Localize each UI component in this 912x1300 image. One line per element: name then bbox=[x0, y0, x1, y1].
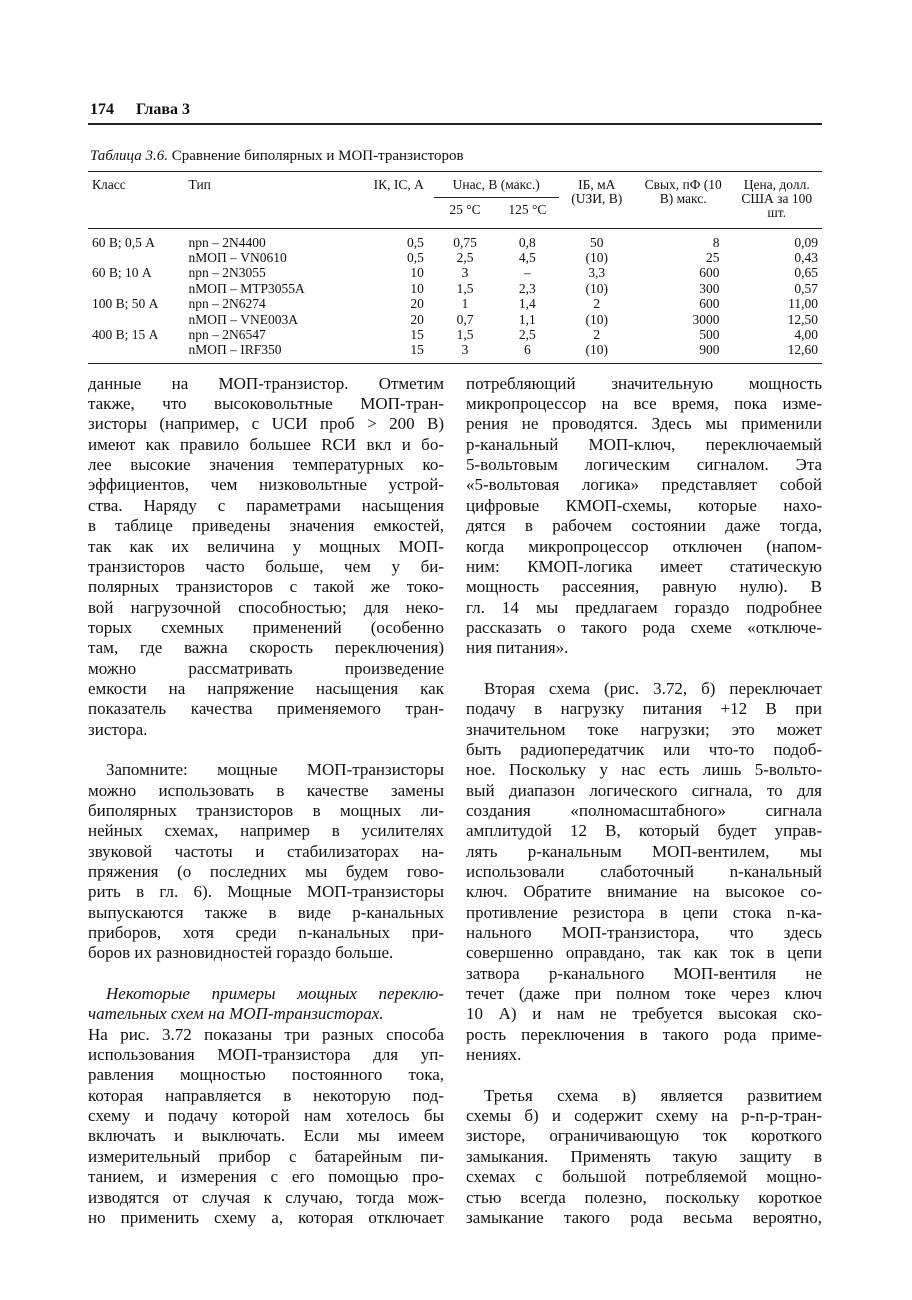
cell-usat-125: 6 bbox=[523, 342, 531, 358]
th-price: Цена, долл. США за 100 шт. bbox=[741, 176, 813, 220]
cell-ib: (10) bbox=[585, 342, 608, 358]
text-line: боров их разновидностей гораздо больше. bbox=[88, 943, 394, 963]
table-caption-text: Сравнение биполярных и МОП-транзисторов bbox=[171, 147, 464, 164]
text-line: полярных транзисторов с такой же токо- bbox=[88, 577, 444, 597]
th-type: Тип bbox=[188, 176, 211, 192]
text-line: стью всегда полезно, поскольку короткое bbox=[466, 1187, 822, 1207]
text-line: Запомните: мощные МОП-транзисторы bbox=[106, 760, 444, 780]
cell-usat-25: 1,5 bbox=[456, 326, 474, 342]
cell-type: nМОП – IRF350 bbox=[188, 342, 282, 358]
text-line: выпускаются также в виде р-канальных bbox=[88, 902, 444, 922]
cell-current: 10 bbox=[410, 280, 424, 296]
table-row bbox=[88, 235, 822, 250]
text-line: но применить схему а, которая отключает bbox=[88, 1207, 444, 1227]
cell-usat-125: – bbox=[523, 265, 531, 281]
chapter-title: Глава 3 bbox=[136, 101, 190, 118]
cell-usat-125: 2,3 bbox=[518, 280, 536, 296]
cell-current: 0,5 bbox=[407, 249, 424, 265]
text-line: микропроцессор на все время, пока изме- bbox=[466, 394, 822, 414]
cell-class bbox=[88, 342, 187, 357]
th-ib: IБ, мА (UЗИ, В) bbox=[571, 176, 623, 206]
cell-class: 60 В; 10 А bbox=[92, 265, 152, 281]
text-line: которая направляется в некоторую под- bbox=[88, 1085, 444, 1105]
cell-cout: 300 bbox=[699, 280, 720, 296]
cell-cout: 600 bbox=[699, 296, 720, 312]
text-line: приборов, хотя среди n-канальных при- bbox=[88, 923, 444, 943]
cell-price: 0,57 bbox=[794, 280, 818, 296]
table-row bbox=[88, 342, 822, 357]
cell-usat-25: 2,5 bbox=[456, 249, 474, 265]
text-line: зистора. bbox=[88, 719, 148, 739]
text-line: включать и выключать. Если мы имеем bbox=[88, 1126, 444, 1146]
text-line: можно использовать в качестве замены bbox=[88, 780, 444, 800]
text-line: ключ. Обратите внимание на высокое со- bbox=[466, 882, 822, 902]
th-cout: Cвых, пФ (10 В) макс. bbox=[644, 176, 722, 206]
cell-class: 100 В; 50 А bbox=[92, 296, 159, 312]
text-line: замыкания. Применять такую защиту в bbox=[466, 1146, 822, 1166]
table-row bbox=[88, 281, 822, 296]
cell-price: 11,00 bbox=[788, 296, 818, 312]
text-line: емкости на напряжение насыщения как bbox=[88, 678, 444, 698]
text-line: чательных схем на МОП-транзисторах. bbox=[88, 1004, 384, 1024]
text-line: также, что высоковольтные МОП-тран- bbox=[88, 394, 444, 414]
cell-usat-125: 4,5 bbox=[518, 249, 536, 265]
text-line: транзисторов часто больше, чем у би- bbox=[88, 556, 444, 576]
cell-class: 60 В; 0,5 А bbox=[92, 234, 156, 250]
text-line: течет (даже при полном токе через ключ bbox=[466, 984, 822, 1004]
text-line: изводятся от случая к случаю, тогда мож- bbox=[88, 1187, 444, 1207]
cell-type: npn – 2N3055 bbox=[188, 265, 266, 281]
cell-usat-25: 0,7 bbox=[456, 311, 474, 327]
book-page bbox=[88, 0, 822, 1228]
running-header bbox=[88, 100, 822, 120]
cell-usat-125: 0,8 bbox=[518, 234, 536, 250]
cell-type: nМОП – VNE003A bbox=[188, 311, 299, 327]
text-line: нейных схемах, например в усилителях bbox=[88, 821, 444, 841]
cell-type: npn – 2N4400 bbox=[188, 234, 266, 250]
text-line: замыкание такого рода весьма вероятно, bbox=[466, 1207, 822, 1227]
cell-price: 4,00 bbox=[794, 326, 818, 342]
cell-ib: 2 bbox=[593, 326, 601, 342]
text-line: рения не проводятся. Здесь мы применили bbox=[466, 414, 822, 434]
text-line: цифровые КМОП-схемы, которые нахо- bbox=[466, 495, 822, 515]
page-number: 174 bbox=[90, 101, 114, 118]
table-row bbox=[88, 265, 822, 280]
text-line: совершенно оправдано, так как ток в цепи bbox=[466, 943, 822, 963]
text-line: р-канальный МОП-ключ, переключаемый bbox=[466, 434, 822, 454]
cell-cout: 3000 bbox=[692, 311, 720, 327]
paragraph-gap bbox=[466, 1065, 822, 1085]
text-line: ния питания». bbox=[466, 638, 569, 658]
text-line: торых схемных применений (особенно bbox=[88, 617, 444, 637]
text-line: можно рассматривать произведение bbox=[88, 658, 444, 678]
text-line: так как их величина у мощных МОП- bbox=[88, 536, 444, 556]
text-line: «5-вольтовая логика» представляет собой bbox=[466, 475, 822, 495]
cell-ib: 3,3 bbox=[588, 265, 606, 281]
cell-usat-25: 1 bbox=[461, 296, 469, 312]
cell-type: npn – 2N6274 bbox=[188, 296, 266, 312]
cell-usat-25: 3 bbox=[461, 342, 469, 358]
cell-usat-25: 1,5 bbox=[456, 280, 474, 296]
cell-price: 12,60 bbox=[787, 342, 818, 358]
cell-cout: 600 bbox=[699, 265, 720, 281]
cell-ib: 50 bbox=[589, 234, 604, 250]
right-text-column bbox=[466, 374, 822, 1228]
text-line: мощность рассеяния, равную нулю). В bbox=[466, 577, 822, 597]
table-row bbox=[88, 296, 822, 311]
cell-ib: (10) bbox=[585, 280, 608, 296]
text-columns bbox=[88, 374, 822, 1228]
table-row bbox=[88, 312, 822, 327]
text-line: 5-вольтовым логическим сигналом. Эта bbox=[466, 455, 822, 475]
text-line: амплитудой 12 В, который будет управ- bbox=[466, 821, 822, 841]
cell-class: 400 В; 15 А bbox=[92, 326, 159, 342]
cell-current: 15 bbox=[410, 342, 424, 358]
text-line: потребляющий значительную мощность bbox=[466, 373, 822, 393]
text-line: быть радиопередатчик или что-то подоб- bbox=[466, 739, 822, 759]
text-line: измерительный прибор с батарейным пи- bbox=[88, 1146, 444, 1166]
cell-usat-125: 1,1 bbox=[518, 311, 536, 327]
left-text-column bbox=[88, 374, 444, 1228]
text-line: танием, и измерения с его помощью про- bbox=[88, 1167, 444, 1187]
th-125c: 125 °C bbox=[508, 201, 547, 217]
text-line: звуковой частоты и стабилизаторах на- bbox=[88, 841, 444, 861]
cell-class bbox=[88, 312, 187, 327]
text-line: ним: КМОП-логика имеет статическую bbox=[466, 556, 822, 576]
cell-type: npn – 2N6547 bbox=[188, 326, 266, 342]
text-line: нального МОП-транзистора, что здесь bbox=[466, 923, 822, 943]
cell-usat-125: 1,4 bbox=[518, 296, 536, 312]
cell-cout: 500 bbox=[699, 326, 720, 342]
text-line: гл. 14 мы предлагаем гораздо подробнее bbox=[466, 597, 822, 617]
text-line: рость переключения в такого рода приме- bbox=[466, 1024, 822, 1044]
text-line: показатель качества применяемого тран- bbox=[88, 699, 444, 719]
text-line: зисторы (например, с UСИ проб > 200 В) bbox=[88, 414, 444, 434]
cell-type: nМОП – MTP3055A bbox=[188, 280, 305, 296]
cell-ib: (10) bbox=[585, 249, 608, 265]
cell-usat-125: 2,5 bbox=[518, 326, 536, 342]
text-line: рить в гл. 6). Мощные МОП-транзисторы bbox=[88, 882, 444, 902]
text-line: схему и подачу которой нам хотелось бы bbox=[88, 1106, 444, 1126]
cell-current: 20 bbox=[410, 311, 424, 327]
text-line: создания «полномасштабного» сигнала bbox=[466, 800, 822, 820]
text-line: использовали слаботочный n-канальный bbox=[466, 862, 822, 881]
text-line: дятся в рабочем состоянии даже тогда, bbox=[466, 516, 822, 536]
cell-current: 20 bbox=[410, 296, 424, 312]
table-caption-label: Таблица 3.6. bbox=[90, 147, 168, 164]
paragraph-gap bbox=[466, 659, 822, 679]
cell-price: 0,09 bbox=[794, 234, 818, 250]
th-usat: Uнас, В (макс.) bbox=[434, 178, 559, 198]
paragraph-gap bbox=[88, 964, 444, 984]
text-line: подачу в нагрузку питания +12 В при bbox=[466, 699, 822, 719]
text-line: затвора р-канального МОП-вентиля не bbox=[466, 963, 822, 983]
text-line: равления мощностью постоянного тока, bbox=[88, 1065, 444, 1085]
text-line: схемах с большой потребляемой мощно- bbox=[466, 1167, 822, 1187]
cell-type: nМОП – VN0610 bbox=[188, 249, 287, 265]
text-line: Вторая схема (рис. 3.72, б) переключает bbox=[484, 678, 822, 698]
text-line: биполярных транзисторов в мощных ли- bbox=[88, 800, 444, 820]
cell-cout: 8 bbox=[712, 234, 720, 250]
table-body bbox=[88, 235, 822, 358]
cell-current: 0,5 bbox=[407, 234, 424, 250]
cell-price: 0,65 bbox=[794, 265, 818, 281]
cell-class bbox=[88, 250, 187, 265]
text-line: ства. Наряду с параметрами насыщения bbox=[88, 495, 444, 515]
text-line: там, где важна скорость переключения) bbox=[88, 638, 444, 658]
text-line: ное. Поскольку у нас есть лишь 5-вольто- bbox=[466, 760, 822, 780]
text-line: схемы б) и содержит схему на р-n-р-тран- bbox=[466, 1106, 822, 1126]
th-current: IК, IС, А bbox=[373, 176, 424, 192]
paragraph-gap bbox=[88, 740, 444, 760]
cell-cout: 25 bbox=[705, 249, 720, 265]
text-line: пряжения (о последних мы будем гово- bbox=[88, 862, 444, 881]
text-line: зисторе, ограничивающую ток короткого bbox=[466, 1126, 822, 1146]
cell-ib: (10) bbox=[585, 311, 608, 327]
th-25c: 25 °C bbox=[449, 201, 481, 217]
text-line: когда микропроцессор отключен (напом- bbox=[466, 536, 822, 556]
table-caption bbox=[88, 147, 822, 165]
cell-current: 10 bbox=[410, 265, 424, 281]
comparison-table bbox=[88, 171, 822, 364]
text-line: лее высокие значения температурных ко- bbox=[88, 455, 444, 475]
table-row bbox=[88, 250, 822, 265]
text-line: эффициентов, чем низковольтные устрой- bbox=[88, 475, 444, 495]
text-line: 10 А) и нам не требуется высокая ско- bbox=[466, 1004, 822, 1024]
th-class: Класс bbox=[92, 176, 126, 192]
text-line: противление резистора в цепи стока n-ка- bbox=[466, 902, 822, 922]
text-line: Третья схема в) является развитием bbox=[484, 1085, 822, 1105]
cell-ib: 2 bbox=[593, 296, 601, 312]
cell-price: 12,50 bbox=[787, 311, 818, 327]
cell-usat-25: 0,75 bbox=[453, 234, 477, 250]
text-line: данные на МОП-транзистор. Отметим bbox=[88, 373, 444, 393]
text-line: значительном токе нагрузки; это может bbox=[466, 719, 822, 739]
text-line: лять р-канальным МОП-вентилем, мы bbox=[466, 841, 822, 861]
table-row bbox=[88, 327, 822, 342]
text-line: нениях. bbox=[466, 1045, 522, 1065]
text-line: На рис. 3.72 показаны три разных способа bbox=[88, 1024, 444, 1044]
cell-cout: 900 bbox=[699, 342, 720, 358]
text-line: имеют как правило большее RСИ вкл и бо- bbox=[88, 434, 444, 454]
text-line: Некоторые примеры мощных переклю- bbox=[106, 984, 444, 1004]
cell-usat-25: 3 bbox=[461, 265, 469, 281]
text-line: вой нагрузочной способностью; для неко- bbox=[88, 597, 444, 617]
text-line: в таблице приведены значения емкостей, bbox=[88, 516, 444, 536]
cell-class bbox=[88, 281, 187, 296]
cell-price: 0,43 bbox=[794, 249, 818, 265]
text-line: вый диапазон логического сигнала, то для bbox=[466, 780, 822, 800]
text-line: рассказать о такого рода схеме «отключе- bbox=[466, 617, 822, 637]
cell-current: 15 bbox=[410, 326, 424, 342]
header-rule bbox=[88, 123, 822, 125]
text-line: использования МОП-транзистора для уп- bbox=[88, 1045, 444, 1065]
